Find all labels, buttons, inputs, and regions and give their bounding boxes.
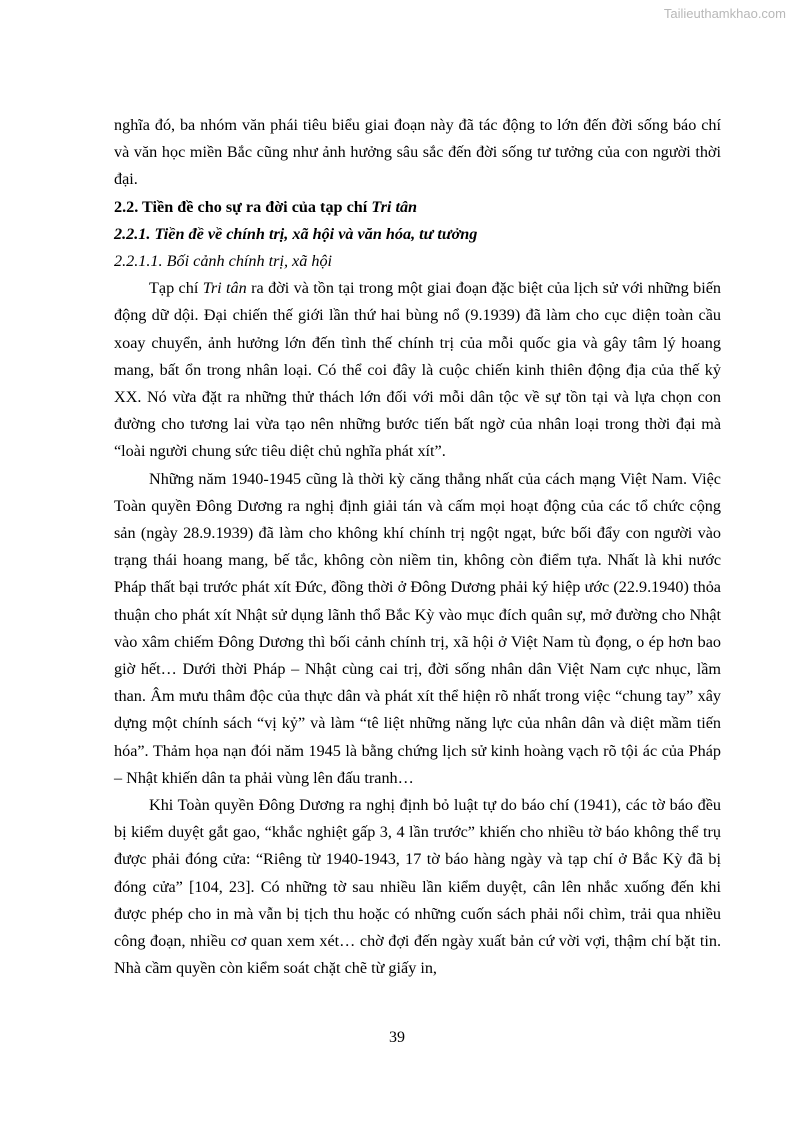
paragraph-revolution: Những năm 1940-1945 cũng là thời kỳ căng thẳng nhất của cách mạng Việt Nam. Việc Toàn quyền Đông Dương ra nghị định giải tán và cấm mọi hoạt động của các tổ chức cộng sản (ngày 28.9.1939) đã làm cho không khí chính trị ngột ngạt, bức bối đẩy con người vào trạng thái hoang mang, bế tắc, không còn niềm tin, không còn điểm tựa. Nhất là khi nước Pháp thất bại trước phát xít Đức, đồng thời ở Đông Dương phải ký hiệp ước (22.9.1940) thỏa thuận cho phát xít Nhật sử dụng lãnh thổ Bắc Kỳ vào mục đích quân sự, mở đường cho Nhật vào xâm chiếm Đông Dương thì bối cảnh chính trị, xã hội ở Việt Nam tù đọng, o ép hơn bao giờ hết… Dưới thời Pháp – Nhật cùng cai trị, đời sống nhân dân Việt Nam cực nhục, lầm than. Âm mưu thâm độc của thực dân và phát xít thể hiện rõ nhất trong việc “chung tay” xây dựng một chính sách “vị kỷ” và làm “tê liệt những năng lực của nhân dân và diệt mầm tiến hóa”. Thảm họa nạn đói năm 1945 là bằng chứng lịch sử kinh hoàng vạch rõ tội ác của Pháp – Nhật khiến dân ta phải vùng lên đấu tranh… <box>114 469 721 787</box>
section-heading-2-2 <box>114 194 721 221</box>
page-number: 39 <box>389 1029 405 1046</box>
journal-title: Tri tân <box>202 279 247 298</box>
paragraph-press-censorship: Khi Toàn quyền Đông Dương ra nghị định bỏ luật tự do báo chí (1941), các tờ báo đều bị kiểm duyệt gắt gao, “khắc nghiệt gấp 3, 4 lần trước” khiến cho nhiều tờ báo không thể trụ được phải đóng cửa: “Riêng từ 1940-1943, 17 tờ báo hàng ngày và tạp chí ở Bắc Kỳ đã bị đóng cửa” [104, 23]. Có những tờ sau nhiều lần kiểm duyệt, cân lên nhắc xuống đến khi được phép cho in mà vẫn bị tịch thu hoặc có những cuốn sách phải nổi chìm, trải qua nhiều công đoạn, nhiều cơ quan xem xét… chờ đợi đến ngày xuất bản cứ vời vợi, thậm chí bặt tin. Nhà cầm quyền còn kiểm soát chặt chẽ từ giấy in, <box>114 796 721 978</box>
section-heading-text: 2.2. Tiền đề cho sự ra đời của tạp chí <box>114 197 372 216</box>
page-body <box>114 112 721 983</box>
paragraph-text: Tạp chí <box>149 279 203 298</box>
watermark: Tailieuthamkhao.com <box>663 6 786 21</box>
subsection-heading-2-2-1: 2.2.1. Tiền đề về chính trị, xã hội và văn hóa, tư tưởng <box>114 224 478 243</box>
paragraph-context-intro <box>114 275 721 465</box>
subsubsection-heading-2-2-1-1: 2.2.1.1. Bối cảnh chính trị, xã hội <box>114 252 333 271</box>
paragraph-continuation: nghĩa đó, ba nhóm văn phái tiêu biểu giai đoạn này đã tác động to lớn đến đời sống báo chí và văn học miền Bắc cũng như ảnh hưởng sâu sắc đến đời sống tư tưởng của con người thời đại. <box>114 116 721 189</box>
paragraph-text: ra đời và tồn tại trong một giai đoạn đặc biệt của lịch sử với những biến động dữ dội. Đại chiến thế giới lần thứ hai bùng nổ (9.1939) đã làm cho cục diện toàn cầu xoay chuyển, ảnh hưởng lớn đến tình thế chính trị của mỗi quốc gia và gây tâm lý hoang mang, bất ổn trong nhân loại. Có thể coi đây là cuộc chiến kinh thiên động địa của thế kỷ XX. Nó vừa đặt ra những thử thách lớn đối với mỗi dân tộc về sự tồn tại và lựa chọn con đường cho tương lai vừa tạo nên những bước tiến bất ngờ của nhân loại trong thời đại mà “loài người chung sức tiêu diệt chủ nghĩa phát xít”. <box>114 279 721 461</box>
journal-title: Tri tân <box>371 197 418 216</box>
